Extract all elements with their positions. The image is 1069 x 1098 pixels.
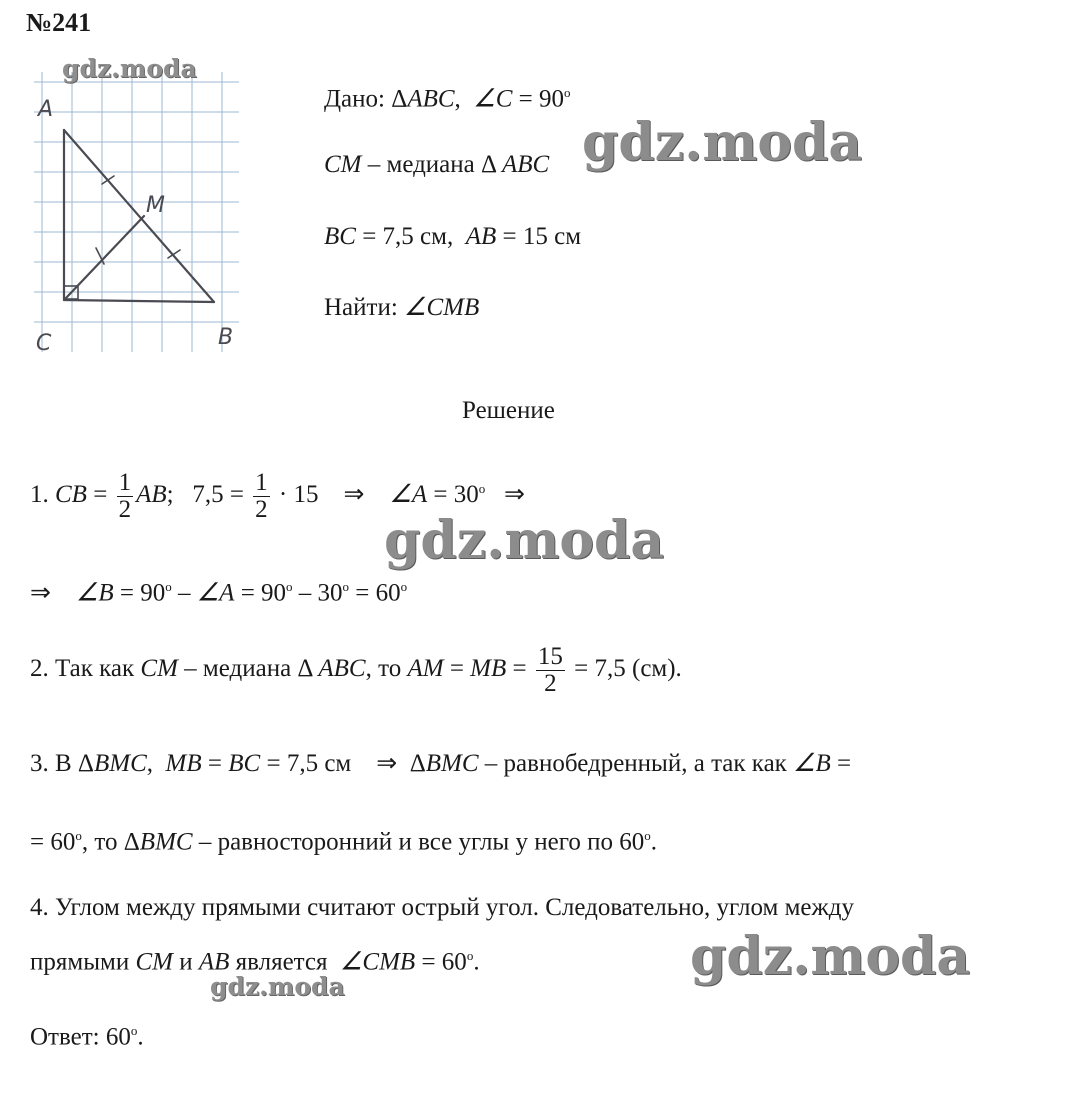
label-m: M (146, 193, 165, 218)
step-2: 2. Так как CM – медиана Δ ABC, то AM = MB = $\frac{15}{2}$ = 7,5 (см). (30, 643, 682, 697)
step-1b: ⇒ ∠B = $90^о$ – ∠A = $90^о - 30^о = 60^о$ (30, 579, 408, 607)
watermark-2: gdz.moda (384, 510, 665, 571)
step-4-line-2: прямыми CM и AB является ∠CMB = $60^о$. (30, 948, 480, 976)
watermark-1: gdz.moda (582, 112, 863, 173)
step-4-line-1: 4. Углом между прямыми считают острый угол. Следовательно, углом между (30, 894, 855, 921)
step-3-line-1: 3. В ΔBMC, MB = BC = 7,5 см ⇒ ΔBMC – равнобедренный, а так как ∠B = (30, 750, 852, 777)
given-line-2: CM – медиана Δ ABC (324, 151, 550, 178)
watermark-3: gdz.moda (690, 926, 971, 987)
label-c: C (36, 331, 52, 356)
step-1: 1. CB = $\frac{1}{2}$ AB; 7,5 = $\frac{1}{2}$ · 15 ⇒ ∠A = $30^о$ ⇒ (30, 469, 525, 523)
fraction-15-2: $\frac{15}{2}$ (537, 643, 563, 697)
given-line-1: Дано: ΔABC, ∠C = $90^о$ (324, 85, 571, 113)
label-a: A (38, 97, 54, 122)
fraction-half-1: $\frac{1}{2}$ (118, 469, 132, 523)
triangle-figure (34, 72, 249, 362)
watermark-bottom-small: gdz.moda (210, 972, 345, 1001)
answer: Ответ: $60^о$. (30, 1023, 144, 1051)
given-line-3: BC = 7,5 см, AB = 15 см (324, 223, 582, 250)
label-b: B (218, 325, 234, 350)
find-line: Найти: ∠CMB (324, 294, 480, 321)
step-3-line-2: = $60^о$, то ΔBMC – равносторонний и все углы у него по $60^о$. (30, 828, 657, 856)
solution-title: Решение (462, 397, 555, 424)
problem-number: №241 (26, 8, 92, 37)
watermark-top-small: gdz.moda (62, 54, 197, 83)
fraction-half-2: $\frac{1}{2}$ (255, 469, 268, 523)
